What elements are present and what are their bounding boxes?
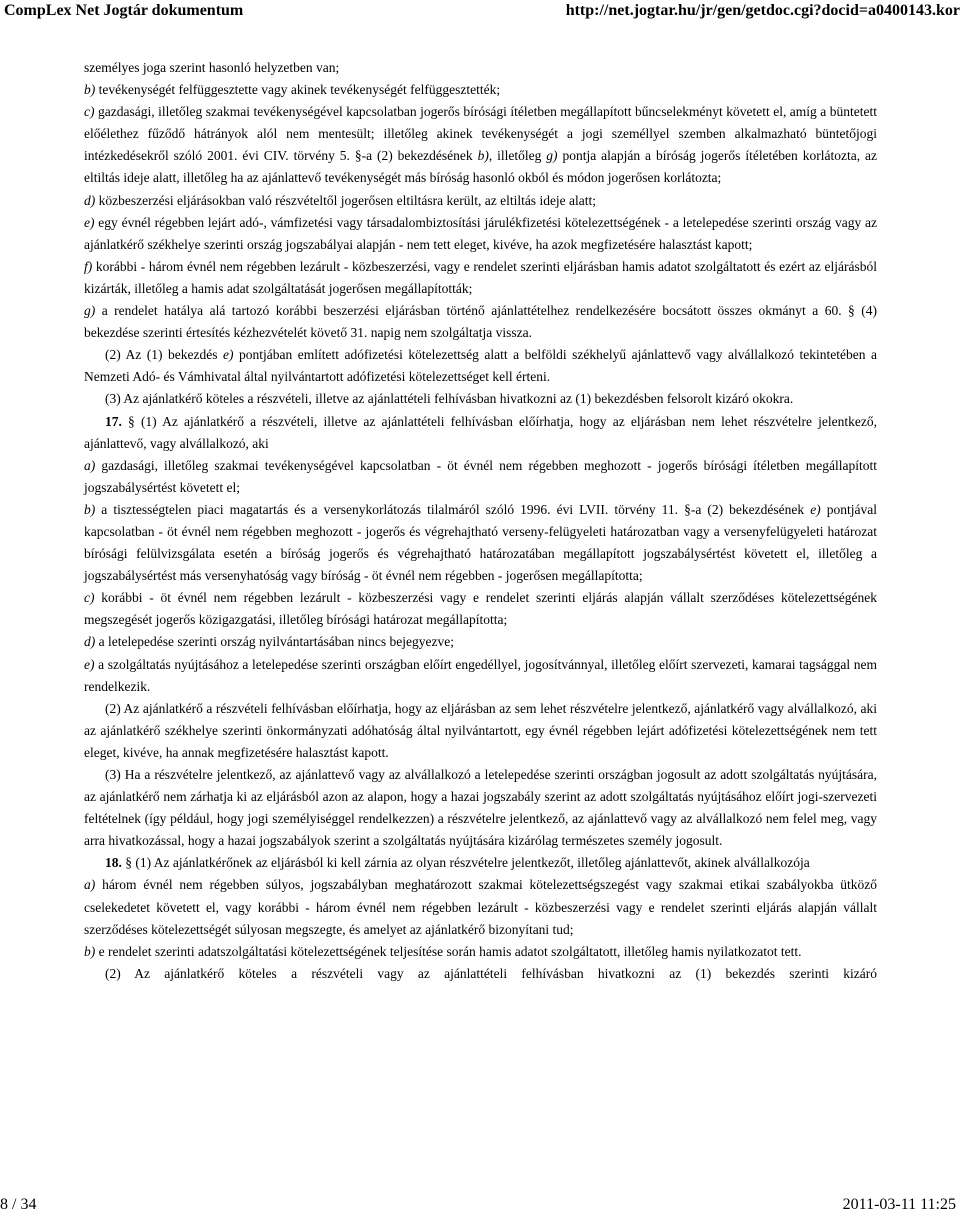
item-text: a letelepedése szerinti ország nyilvántartásában nincs bejegyezve; (95, 634, 454, 650)
paragraph (84, 57, 877, 79)
list-item-d (84, 190, 877, 212)
print-timestamp: 2011-03-11 11:25 (842, 1196, 956, 1213)
document-url: http://net.jogtar.hu/jr/gen/getdoc.cgi?docid=a0400143.kor (565, 2, 960, 19)
item-text: egy évnél régebben lejárt adó-, vámfizetési vagy társadalombiztosítási járulékfizetési kötelezettségének - a letelepedése szerinti ország vagy az ajánlatkérő székhelye szerinti ország jogszabályai alapján - nem tett eleget, kivéve, ha azok megfizetésére halasztást kapott; (84, 214, 877, 252)
page-number: 8 / 34 (0, 1196, 37, 1213)
paragraph-text: (2) Az ajánlatkérő köteles a részvételi vagy az ajánlattételi felhívásban hivatkozni az (1) bekezdés szerinti kizáró (105, 965, 877, 981)
item-text: a szolgáltatás nyújtásához a letelepedése szerinti országban előírt engedéllyel, jogosítvánnyal, illetőleg előírt szervezeti, kamarai tagsággal nem rendelkezik. (84, 656, 877, 694)
item-label: f) (84, 258, 93, 274)
item-label: c) (84, 590, 95, 606)
item-text: három évnél nem régebben súlyos, jogszabályban meghatározott szakmai kötelezettségszegést vagy szakmai etikai szabályokba ütköző cselekedetet követett el, vagy korábbi - három évnél nem régebben lezárult - közbeszerzési vagy e rendelet szerinti eljárás alapján vállalt szerződéses kötelezettségét súlyosan megszegte, és amelyet az ajánlatkérő bizonyítani tud; (84, 877, 877, 937)
item-text: e rendelet szerinti adatszolgáltatási kötelezettségének teljesítése során hamis adatot szolgáltatott, illetőleg hamis nyilatkozatot tett. (95, 943, 802, 959)
list-item-e (84, 212, 877, 256)
item-label: c) (84, 104, 95, 120)
item-text: közbeszerzési eljárásokban való részvételtől jogerősen eltiltásra került, az eltiltás ideje alatt; (95, 192, 597, 208)
item-label: e) (810, 501, 821, 517)
list-item-c (84, 101, 877, 189)
item-label: g) (546, 148, 558, 164)
document-title: CompLex Net Jogtár dokumentum (4, 2, 244, 19)
item-label: e) (84, 214, 95, 230)
list-item-d (84, 631, 877, 653)
item-label: d) (84, 192, 96, 208)
paragraph-text: (3) Az ajánlatkérő köteles a részvételi, illetve az ajánlattételi felhívásban hivatkozni az (1) bekezdésben felsorolt kizáró okokra. (105, 391, 794, 407)
section-18-1 (84, 852, 877, 874)
paragraph-16-2 (84, 344, 877, 388)
item-text: gazdasági, illetőleg szakmai tevékenységével kapcsolatban - öt évnél nem régebben meghozott - jogerős bírósági ítéletben megállapított jogszabálysértést követett el; (84, 457, 877, 495)
paragraph-17-3 (84, 764, 877, 852)
section-number: 17. (105, 413, 122, 429)
paragraph-text: pontjában említett adófizetési kötelezettség alatt a belföldi székhelyű ajánlattevő vagy alvállalkozó tekintetében a Nemzeti Adó- és Vámhivatal által nyilvántartott adófizetési kötelezettséget kell érteni. (84, 347, 877, 385)
list-item-a (84, 455, 877, 499)
section-number: 18. (105, 855, 122, 871)
item-label: b) (84, 943, 96, 959)
item-text: gazdasági, illetőleg szakmai tevékenységével kapcsolatban jogerős bírósági ítéletben megállapított bűncselekményt követett el, amíg a büntetett előélethez fűződő hátrányok alól nem mentesült; illetőleg akinek tevékenységét a jogi személlyel szemben alkalmazható büntetőjogi intézkedésekről szóló 2001. évi CIV. törvény 5. §-a (2) bekezdésének (84, 104, 877, 164)
item-label: a) (84, 877, 96, 893)
list-item-b (84, 941, 877, 963)
paragraph-text: § (1) Az ajánlatkérő a részvételi, illetve az ajánlattételi felhívásban előírhatja, hogy az eljárásban nem lehet részvételre jelentkező, ajánlattevő, vagy alvállalkozó, aki (84, 413, 877, 451)
list-item-f (84, 256, 877, 300)
item-text: pontjával kapcsolatban - öt évnél nem régebben meghozott - jogerős és végrehajtható verseny-felügyeleti határozatban vagy a versenyfelügyeleti határozat bírósági felülvizsgálata esetén a bíróság jogerős és végrehajtható határozatában megállapított jogszabálysértést követett el, illetőleg a jogszabálysértést más versenyhatóság vagy bíróság - öt évnél nem régebben - jogerősen megállapította; (84, 501, 877, 584)
item-label: d) (84, 634, 96, 650)
list-item-b (84, 79, 877, 101)
paragraph-16-3 (84, 388, 877, 410)
paragraph-text: személyes joga szerint hasonló helyzetben van; (84, 60, 340, 75)
item-label: b) (84, 501, 96, 517)
paragraph-17-2 (84, 698, 877, 764)
paragraph-text: § (1) Az ajánlatkérőnek az eljárásból ki kell zárnia az olyan részvételre jelentkezőt, illetőleg ajánlattevőt, akinek alvállalkozója (121, 855, 810, 871)
item-text: a tisztességtelen piaci magatartás és a versenykorlátozás tilalmáról szóló 1996. évi LVII. törvény 11. §-a (2) bekezdésének (95, 501, 811, 517)
item-label: b) (84, 82, 96, 98)
item-text: , illetőleg (488, 148, 547, 164)
list-item-c (84, 587, 877, 631)
item-label: e) (84, 656, 95, 672)
list-item-e (84, 654, 877, 698)
item-text: pontja alapján a bíróság jogerős ítéletében korlátozta, az eltiltás ideje alatt, illetőleg ha az ajánlattevő tevékenységét más bíróság hasonló okból és módon jogerősen korlátozta; (84, 148, 877, 186)
list-item-g (84, 300, 877, 344)
item-text: a rendelet hatálya alá tartozó korábbi beszerzési eljárásban történő ajánlattételhez rendelkezésére bocsátott összes okmányt a 60. § (4) bekezdése szerinti értesítés kézhezvételét követő 31. napig nem szolgáltatja vissza. (84, 303, 877, 341)
item-text: korábbi - három évnél nem régebben lezárult - közbeszerzési, vagy e rendelet szerinti eljárásban hamis adatot szolgáltatott és ezért az eljárásból kizárták, illetőleg a hamis adat szolgáltatását jogerősen megállapították; (84, 258, 877, 296)
item-label: b) (477, 148, 489, 164)
list-item-b (84, 499, 877, 587)
paragraph-text: (2) Az ajánlatkérő a részvételi felhívásban előírhatja, hogy az eljárásban az sem lehet részvételre jelentkező, ajánlatkérő vagy alvállalkozó, aki az ajánlatkérő székhelye szerinti önkormányzati adóhatóság által nyilvántartott, egy évnél régebben lejárt adófizetési kötelezettségének nem tett eleget, kivéve, ha annak megfizetésére halasztást kapott. (84, 700, 877, 760)
item-label: a) (84, 457, 96, 473)
section-17-1 (84, 411, 877, 455)
item-text: tevékenységét felfüggesztette vagy akinek tevékenységét felfüggesztették; (95, 82, 501, 98)
item-text: korábbi - öt évnél nem régebben lezárult - közbeszerzési vagy e rendelet szerinti eljárás alapján vállalt szerződéses kötelezettségének megszegését jogerős közigazgatási, illetőleg bírósági határozat megállapította; (84, 590, 877, 628)
item-label: g) (84, 303, 96, 319)
page-header (0, 0, 960, 22)
document-body (84, 57, 877, 985)
paragraph-18-2 (84, 963, 877, 985)
paragraph-text: (3) Ha a részvételre jelentkező, az ajánlattevő vagy az alvállalkozó a letelepedése szerinti országban jogosult az adott szolgáltatás nyújtására, az ajánlatkérő nem zárhatja ki az eljárásból azon az alapon, hogy a hazai jogszabály szerint az adott szolgáltatás nyújtásához előírt jogi-szervezeti feltételnek (így például, hogy jogi személyiséggel rendelkezzen) a részvételre jelentkező, az ajánlattevő vagy az alvállalkozó nem felel meg, vagy arra hivatkozással, hogy a hazai jogszabályok szerint a szolgáltatás nyújtására kizárólag természetes személy jogosult. (84, 767, 877, 849)
item-label: e) (222, 347, 234, 363)
list-item-a (84, 874, 877, 940)
paragraph-text: (2) Az (1) bekezdés (105, 347, 223, 363)
